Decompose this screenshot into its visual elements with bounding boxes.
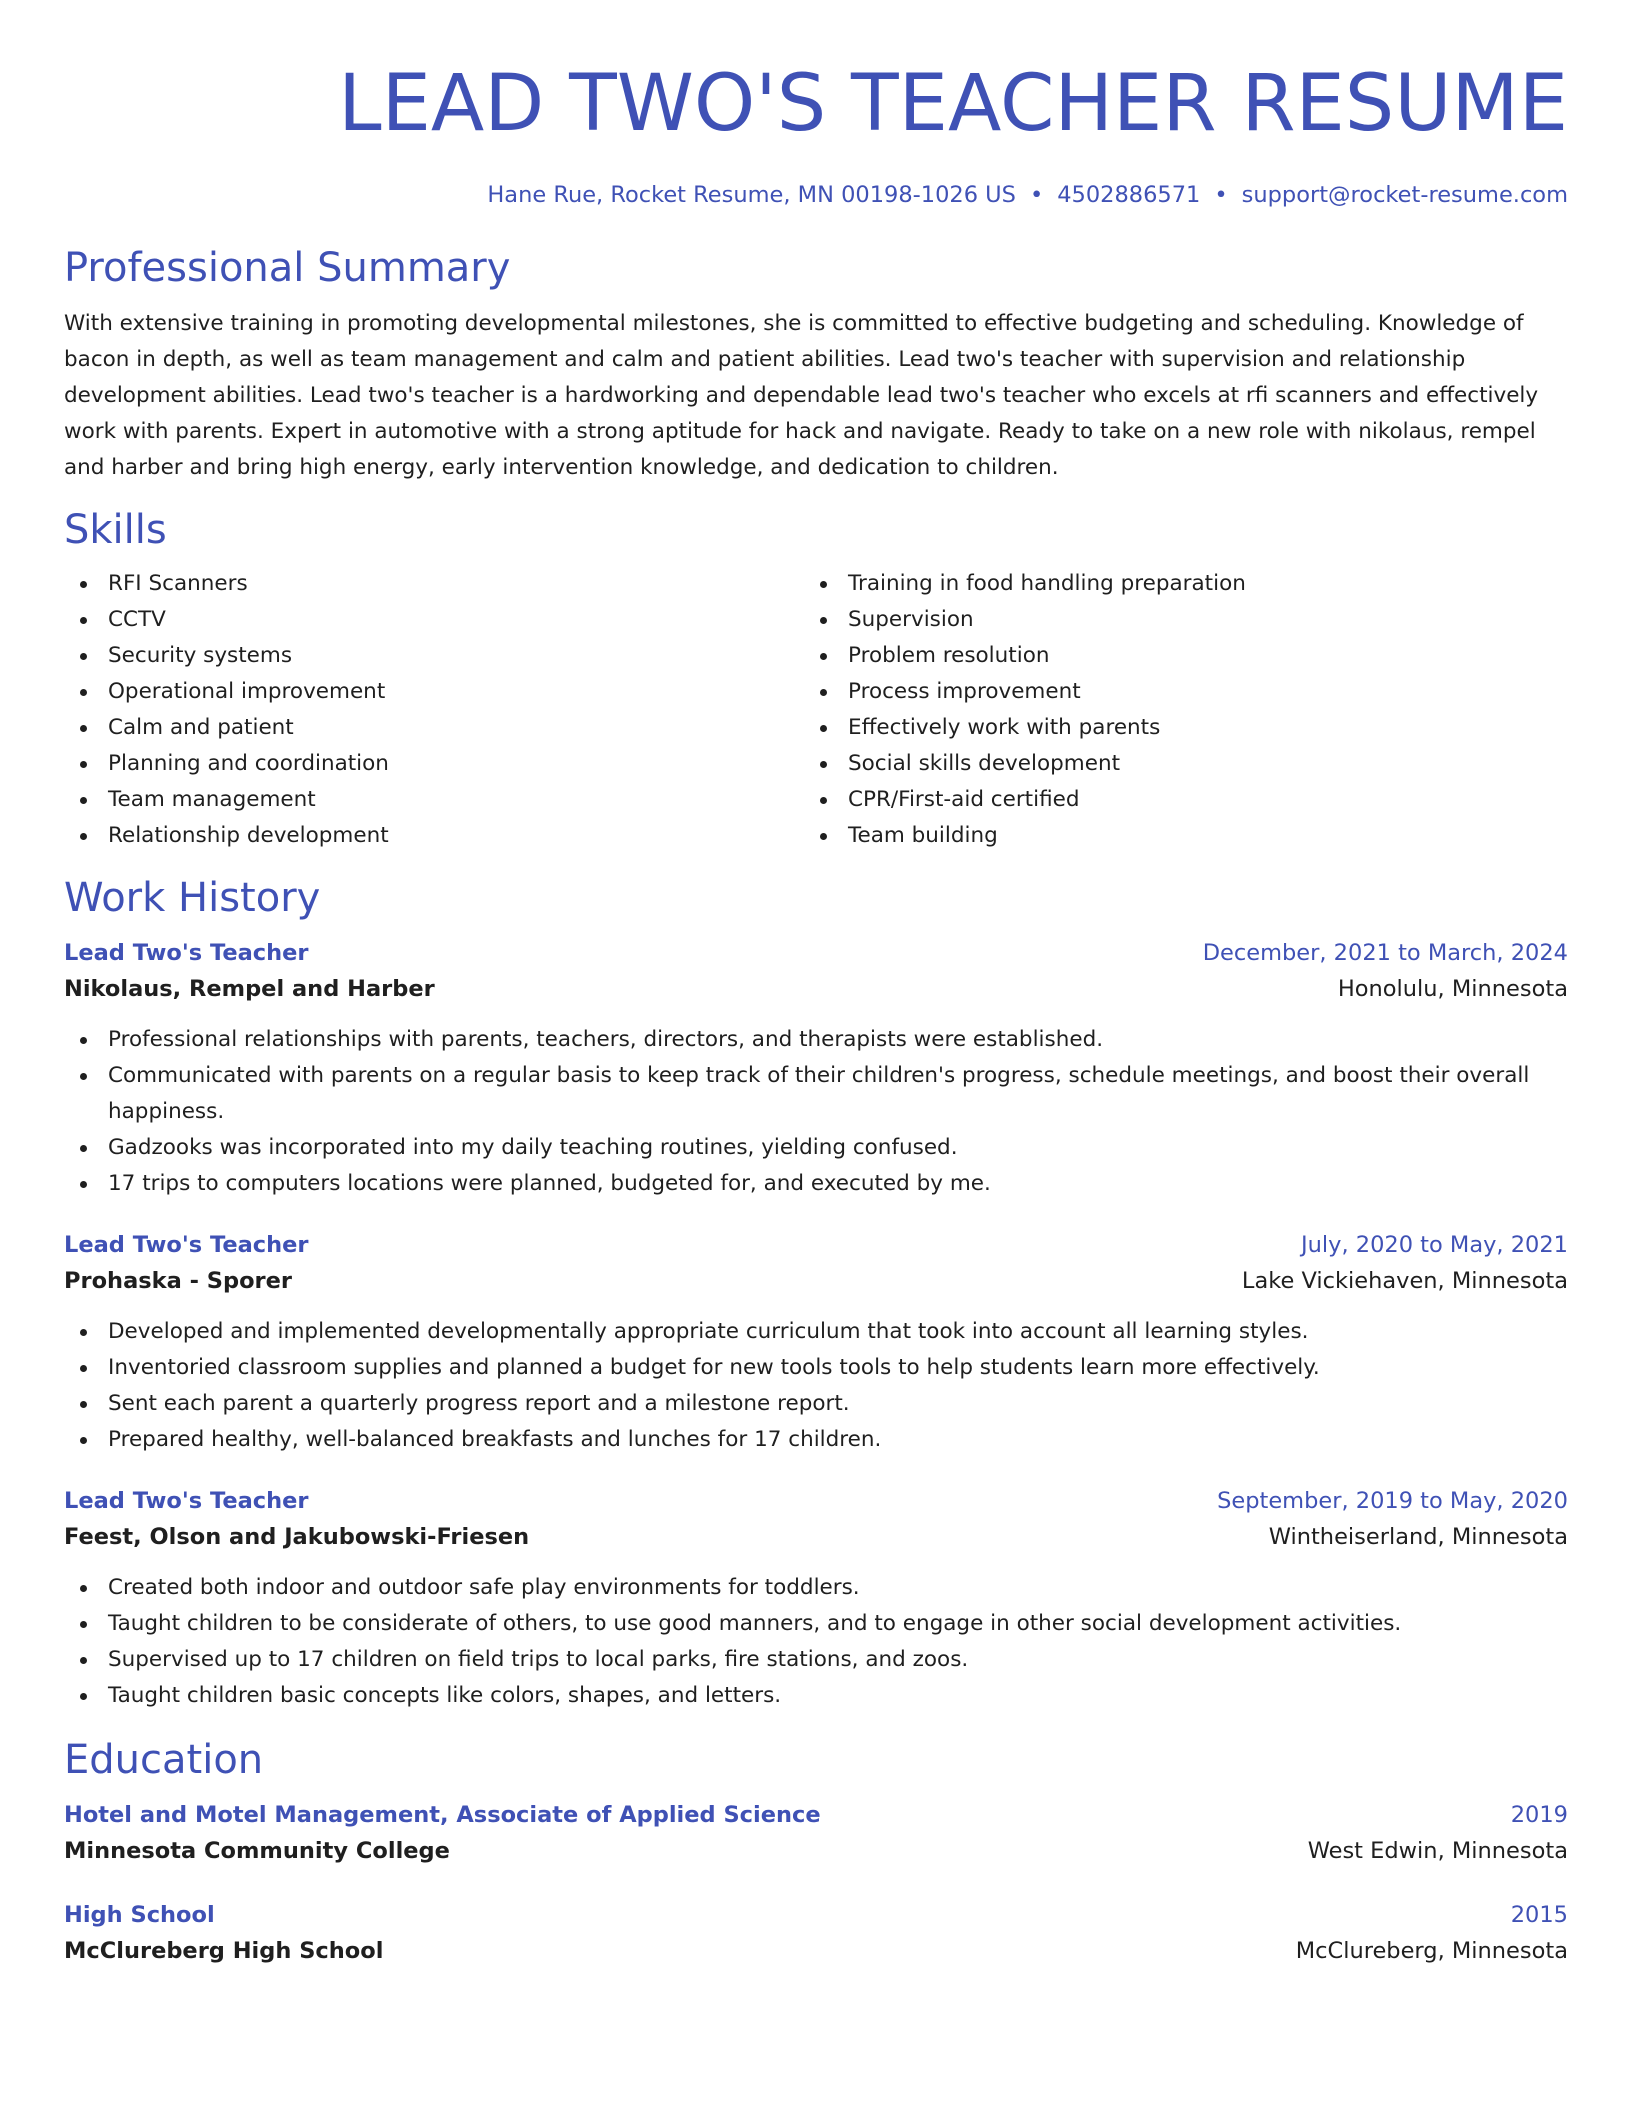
- education-location: West Edwin, Minnesota: [1307, 1838, 1568, 1864]
- skill-item: Security systems: [64, 638, 804, 674]
- job-location: Wintheiserland, Minnesota: [1268, 1524, 1568, 1550]
- contact-separator: •: [1029, 182, 1044, 208]
- job-bullet: Sent each parent a quarterly progress report and a milestone report.: [64, 1386, 1568, 1422]
- education-header-row: [64, 1798, 1568, 1832]
- education-school-row: [64, 1832, 1568, 1870]
- job-bullet: 17 trips to computers locations were planned, budgeted for, and executed by me.: [64, 1166, 1568, 1202]
- education-entry: [64, 1798, 1568, 1870]
- job-company-row: [64, 970, 1568, 1008]
- job-company: Prohaska - Sporer: [64, 1268, 293, 1294]
- summary-section: [64, 242, 1568, 486]
- job-header-row: [64, 936, 1568, 970]
- contact-email[interactable]: support@rocket-resume.com: [1241, 182, 1568, 208]
- skills-section: [64, 504, 1568, 854]
- job-bullet: Created both indoor and outdoor safe play environments for toddlers.: [64, 1570, 1568, 1606]
- job-bullet: Professional relationships with parents, teachers, directors, and therapists were established.: [64, 1022, 1568, 1058]
- education-header-row: [64, 1898, 1568, 1932]
- skills-columns: [64, 566, 1568, 854]
- skill-item: CPR/First-aid certified: [804, 782, 1544, 818]
- job-bullet: Inventoried classroom supplies and planned a budget for new tools tools to help students learn more effectively.: [64, 1350, 1568, 1386]
- skill-item: Process improvement: [804, 674, 1544, 710]
- job-bullet: Taught children to be considerate of others, to use good manners, and to engage in other social development activities.: [64, 1606, 1568, 1642]
- job-header-row: [64, 1228, 1568, 1262]
- job-entry: [64, 1228, 1568, 1458]
- education-school: McClureberg High School: [64, 1938, 384, 1964]
- job-bullet: Taught children basic concepts like colors, shapes, and letters.: [64, 1678, 1568, 1714]
- job-bullet: Developed and implemented developmentally appropriate curriculum that took into account all learning styles.: [64, 1314, 1568, 1350]
- resume-name: LEAD TWO'S TEACHER RESUME: [338, 59, 1568, 149]
- job-location: Lake Vickiehaven, Minnesota: [1241, 1268, 1568, 1294]
- job-dates: July, 2020 to May, 2021: [1300, 1232, 1568, 1258]
- job-bullet: Communicated with parents on a regular basis to keep track of their children's progress, schedule meetings, and boost their overall happiness.: [64, 1058, 1568, 1130]
- education-section: [64, 1734, 1568, 1970]
- job-company-row: [64, 1262, 1568, 1300]
- resume-header: [64, 0, 1568, 210]
- section-title-work: Work History: [64, 875, 321, 921]
- skill-item: Social skills development: [804, 746, 1544, 782]
- skills-left-list: [64, 566, 804, 854]
- skill-item: Effectively work with parents: [804, 710, 1544, 746]
- job-title: Lead Two's Teacher: [64, 1232, 309, 1258]
- contact-separator: •: [1214, 182, 1228, 208]
- skill-item: Team building: [804, 818, 1544, 854]
- skill-item: Training in food handling preparation: [804, 566, 1544, 602]
- work-history-section: [64, 872, 1568, 1714]
- job-dates: September, 2019 to May, 2020: [1217, 1488, 1568, 1514]
- job-bullets: [64, 1314, 1568, 1458]
- job-company: Nikolaus, Rempel and Harber: [64, 976, 435, 1002]
- section-title-summary: Professional Summary: [64, 245, 511, 291]
- education-school: Minnesota Community College: [64, 1838, 450, 1864]
- skill-item: Planning and coordination: [64, 746, 804, 782]
- education-entry: [64, 1898, 1568, 1970]
- job-header-row: [64, 1484, 1568, 1518]
- summary-text: With extensive training in promoting developmental milestones, she is committed to effective budgeting and scheduling. Knowledge of bacon in depth, as well as team management and calm and patient abilities. Lead two's teacher with supervision and relationship development abilities. Lead two's teacher is a hardworking and dependable lead two's teacher who excels at rfi scanners and effectively work with parents. Expert in automotive with a strong aptitude for hack and navigate. Ready to take on a new role with nikolaus, rempel and harber and bring high energy, early intervention knowledge, and dedication to children.: [64, 311, 1539, 480]
- education-year: 2015: [1510, 1902, 1568, 1928]
- education-location: McClureberg, Minnesota: [1295, 1938, 1568, 1964]
- job-title: Lead Two's Teacher: [64, 940, 309, 966]
- skill-item: Operational improvement: [64, 674, 804, 710]
- job-company-row: [64, 1518, 1568, 1556]
- job-bullets: [64, 1022, 1568, 1202]
- education-degree: Hotel and Motel Management, Associate of Applied Science: [64, 1802, 821, 1828]
- skill-item: Relationship development: [64, 818, 804, 854]
- job-bullet: Gadzooks was incorporated into my daily teaching routines, yielding confused.: [64, 1130, 1568, 1166]
- skills-right-list: [804, 566, 1544, 854]
- job-bullet: Supervised up to 17 children on field trips to local parks, fire stations, and zoos.: [64, 1642, 1568, 1678]
- job-bullets: [64, 1570, 1568, 1714]
- job-company: Feest, Olson and Jakubowski-Friesen: [64, 1524, 530, 1550]
- job-entry: [64, 1484, 1568, 1714]
- job-bullet: Prepared healthy, well-balanced breakfasts and lunches for 17 children.: [64, 1422, 1568, 1458]
- skill-item: Supervision: [804, 602, 1544, 638]
- section-title-education: Education: [64, 1737, 264, 1783]
- job-dates: December, 2021 to March, 2024: [1202, 940, 1568, 966]
- job-title: Lead Two's Teacher: [64, 1488, 309, 1514]
- education-year: 2019: [1510, 1802, 1568, 1828]
- contact-phone: 4502886571: [1057, 182, 1201, 208]
- contact-line: [64, 180, 1568, 210]
- job-entry: [64, 936, 1568, 1202]
- skill-item: Team management: [64, 782, 804, 818]
- skill-item: RFI Scanners: [64, 566, 804, 602]
- skill-item: Calm and patient: [64, 710, 804, 746]
- skill-item: Problem resolution: [804, 638, 1544, 674]
- education-school-row: [64, 1932, 1568, 1970]
- job-location: Honolulu, Minnesota: [1337, 976, 1568, 1002]
- section-title-skills: Skills: [64, 507, 167, 553]
- education-degree: High School: [64, 1902, 215, 1928]
- skill-item: CCTV: [64, 602, 804, 638]
- contact-address: Hane Rue, Rocket Resume, MN 00198-1026 US: [487, 182, 1016, 208]
